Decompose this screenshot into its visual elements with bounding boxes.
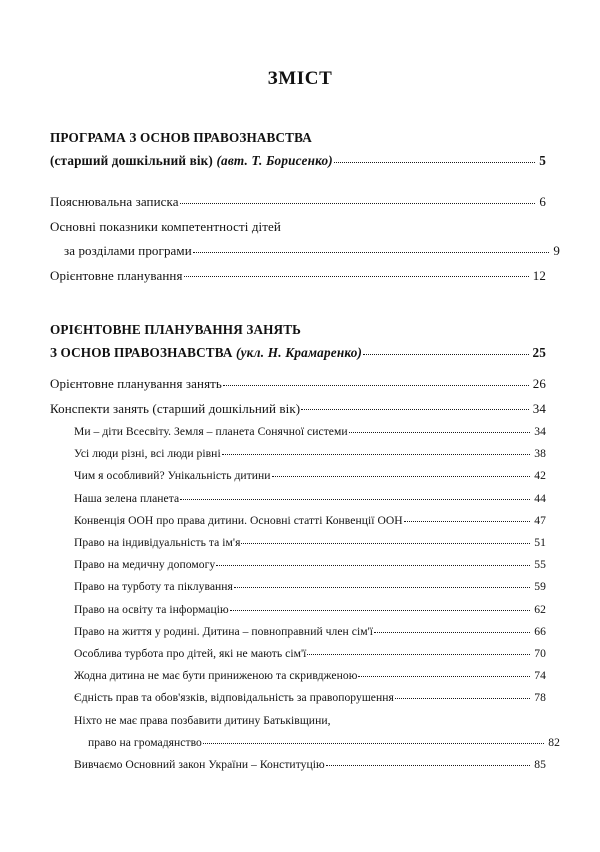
toc-sub-entry-label: Особлива турбота про дітей, які не мають сім'ї (74, 647, 307, 661)
section-heading-line-2-main: (старший дошкільний вік) (50, 153, 213, 168)
toc-entry-label: Пояснювальна записка (50, 194, 179, 209)
section-heading-program (50, 126, 546, 172)
toc-entry-first-line (50, 215, 546, 240)
page-number: 25 (532, 345, 546, 360)
toc-sub-entry[interactable] (74, 532, 546, 554)
toc-content (50, 126, 560, 776)
toc-sub-entry-label: Ми – діти Всесвіту. Земля – планета Сонячної системи (74, 425, 348, 438)
toc-entry-label: Конспекти занять (старший дошкільний вік) (50, 400, 301, 416)
dot-leader (307, 645, 530, 657)
spacer (50, 364, 546, 372)
page-number: 55 (534, 558, 546, 572)
toc-sub-entry-label: Ніхто не має права позбавити дитину Батьківщини, (74, 713, 331, 727)
toc-entry-list-program (50, 190, 560, 288)
toc-sub-entry-label: Наша зелена планета (74, 491, 180, 505)
page-number: 34 (534, 425, 546, 438)
toc-sub-entry-label: Конвенція ООН про права дитини. Основні статті Конвенції ООН (74, 513, 403, 527)
toc-sub-entry[interactable] (74, 687, 546, 709)
section-heading-line-2 (50, 149, 333, 172)
dot-leader (203, 734, 544, 746)
toc-entry-label-continued: за розділами програми (64, 243, 192, 258)
dot-leader (180, 193, 536, 206)
page-number: 26 (532, 376, 546, 391)
page-number: 12 (532, 267, 546, 283)
toc-sub-entry[interactable] (74, 510, 546, 532)
section-heading-line-2 (50, 341, 362, 364)
section-heading-line-2-row (50, 341, 546, 364)
toc-sub-entry[interactable] (74, 465, 546, 487)
dot-leader (404, 512, 531, 524)
section-heading-line-2-main: З ОСНОВ ПРАВОЗНАВСТВА (50, 345, 233, 360)
toc-sub-entry[interactable] (74, 443, 546, 465)
toc-sub-entry-label-continued: право на громадянство (88, 735, 202, 749)
toc-sub-entry-label: Жодна дитина не має бути приниженою та скривдженою (74, 669, 358, 683)
page-number: 70 (534, 647, 546, 661)
page-number: 74 (534, 669, 546, 683)
toc-sub-entry[interactable] (74, 488, 546, 510)
dot-leader (223, 375, 529, 388)
toc-sub-entry-label: Право на життя у родині. Дитина – повноправний член сім'ї (74, 624, 374, 638)
toc-sub-entry[interactable] (74, 554, 546, 576)
page-number: 59 (534, 580, 546, 594)
dot-leader (301, 400, 529, 413)
toc-sub-entry-label: Право на освіту та інформацію (74, 602, 229, 616)
toc-sub-entry-label: Єдність прав та обов'язків, відповідальність за правопорушення (74, 691, 394, 705)
page-number: 47 (534, 513, 546, 527)
page-number: 66 (534, 624, 546, 638)
toc-sub-entry-label: Усі люди різні, всі люди рівні (74, 447, 221, 461)
dot-leader (241, 534, 530, 546)
toc-sub-entry[interactable] (74, 710, 560, 754)
toc-sub-entry[interactable] (74, 754, 546, 776)
toc-entry[interactable] (50, 372, 546, 397)
section-heading-planning (50, 318, 546, 364)
section-heading-line-1: ОРІЄНТОВНЕ ПЛАНУВАННЯ ЗАНЯТЬ (50, 322, 302, 337)
dot-leader (222, 446, 531, 458)
page-number: 62 (534, 602, 546, 616)
toc-sub-entry-label: Право на індивідуальність та ім'я (74, 536, 241, 550)
toc-entry-label: Орієнтовне планування занять (50, 376, 222, 391)
toc-sub-entry-list (74, 421, 560, 776)
toc-sub-entry-first-line (74, 710, 546, 732)
spacer (50, 288, 546, 318)
dot-leader (193, 242, 550, 255)
toc-entry[interactable] (50, 397, 546, 422)
page-number: 51 (534, 536, 546, 550)
dot-leader (216, 557, 530, 569)
section-heading-author: (укл. Н. Крамаренко) (232, 345, 363, 360)
toc-entry[interactable] (50, 215, 560, 264)
page-number: 38 (534, 447, 546, 461)
toc-sub-entry[interactable] (74, 643, 546, 665)
page-number: 85 (534, 758, 546, 772)
toc-entry[interactable] (50, 264, 546, 289)
toc-entry-label: Основні показники компетентності дітей (50, 218, 281, 234)
page-number: 44 (534, 491, 546, 505)
section-heading-author: (авт. Т. Борисенко) (212, 153, 333, 168)
dot-leader (184, 267, 529, 280)
dot-leader (395, 690, 530, 702)
toc-entry-list-planning (50, 372, 546, 421)
toc-sub-entry-label: Вивчаємо Основний закон України – Конституцію (74, 758, 325, 772)
dot-leader (334, 152, 535, 165)
dot-leader (234, 579, 530, 591)
dot-leader (326, 756, 531, 768)
dot-leader (358, 668, 530, 680)
toc-sub-entry-label: Чим я особливий? Унікальність дитини (74, 469, 271, 483)
page-number: 78 (534, 691, 546, 705)
page-number: 5 (539, 153, 546, 168)
page-number: 42 (534, 469, 546, 483)
toc-sub-entry[interactable] (74, 421, 546, 443)
dot-leader (180, 490, 530, 502)
spacer (50, 172, 546, 190)
dot-leader (349, 423, 531, 435)
toc-sub-entry[interactable] (74, 665, 546, 687)
section-heading-line-1: ПРОГРАМА З ОСНОВ ПРАВОЗНАВСТВА (50, 130, 312, 145)
dot-leader (363, 344, 528, 357)
toc-entry-continuation (50, 239, 560, 264)
page-title: ЗМІСТ (267, 68, 333, 89)
dot-leader (272, 468, 531, 480)
toc-sub-entry-label: Право на турботу та піклування (74, 580, 233, 594)
toc-entry-label: Орієнтовне планування (50, 267, 183, 283)
dot-leader (374, 623, 530, 635)
toc-sub-entry-label: Право на медичну допомогу (74, 558, 216, 572)
toc-entry[interactable] (50, 190, 546, 215)
dot-leader (230, 601, 531, 613)
page-number: 82 (548, 735, 560, 749)
page-number: 9 (553, 243, 560, 258)
page-number: 6 (539, 194, 546, 209)
toc-sub-entry[interactable] (74, 599, 546, 621)
toc-sub-entry[interactable] (74, 576, 546, 598)
section-heading-line-2-row (50, 149, 546, 172)
toc-sub-entry[interactable] (74, 621, 546, 643)
toc-sub-entry-continuation (74, 732, 560, 754)
page-number: 34 (532, 400, 546, 416)
